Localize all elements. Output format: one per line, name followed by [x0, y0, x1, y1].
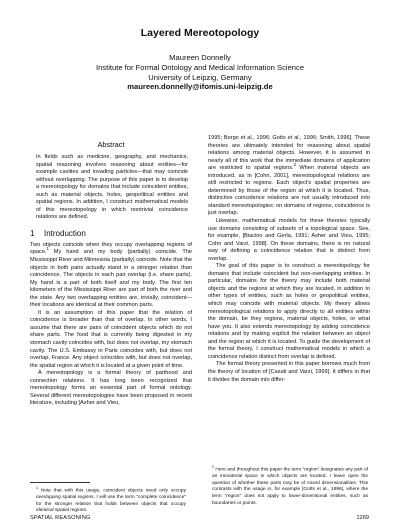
footer-section-name: SPATIAL REASONING	[30, 515, 91, 521]
left-column	[30, 135, 192, 408]
right-paragraph-2: Likewise, mathematical models for these theories typically use domains consisting of subsets of a topological space. See, for example, [Biacino and Gerla, 1991; Asher and Vieu, 1995; Cohn and Varzi, 1998]. On these domains, there is no natural way of defining a coincidence relation that is distinct from overlap.	[208, 218, 370, 262]
author-university: University of Leipzig, Germany	[148, 72, 252, 82]
right-paragraph-4: The formal theory presented in this paper borrows much from the theory of location of [Casati and Varzi, 1999]. It differs in that it divides the domain into differ-	[208, 361, 370, 383]
footnote-ref-2: 2	[293, 162, 296, 168]
footnote-divider	[30, 482, 90, 483]
author-name: Maureen Donnelly	[169, 53, 231, 62]
section-number: 1	[30, 228, 35, 238]
footnote-2: $^2$ Here and throughout this paper the term "region" designates any part of an immaterial space in which objects are located. I leave open the question of whether these parts may be of mixed dimensionalities. This contrasts with the usage in, for example [Gotts et al., 1996], where the term "region" does not apply to lower-dimensional entities, such as boundaries or points.	[212, 465, 369, 506]
right-paragraph-1: 1995; Borgo et al., 1996; Gotts et al., 1996; Smith, 1996]. These theories are ultimately intended for reasoning about spatial relations among material objects. However, it is assumed in nearly all of this work that the immediate domains of application are restricted to spatial regions.$^2$ When material objects are introduced, as in [Cohn, 2001], mereotopological relations are still restricted to regions. Each object's spatial properties are determined by those of the region at which it is located. Thus, distinctive coincidence relations are not usually introduced into standard mereotopologies: on domains of regions, coincidence is just overlap.	[208, 135, 370, 217]
page-number: 1269	[356, 515, 369, 521]
right-paragraph-3: The goal of this paper is to construct a mereotopology for domains that include coincident but non-overlapping entities. In particular, domains for the theory may include both material objects and the regions at which they are located, in addition to other types of entities, such as holes or geopolitical entities, which may coincide with material objects. My theory allows mereotopological relations to apply directly to all entities within the domain, be they regions, material objects, holes, or what have you. It also extends mereotopology by adding coincidence relations and by making explicit the relation between an object and the region at which it is located. To guide the development of the formal theory, I construct mathematical models in which a coincidence relation distinct from overlap is defined.	[208, 263, 370, 360]
author-affiliation: Institute for Formal Ontology and Medical Information Science	[95, 62, 305, 72]
footnote-ref-1: 1	[46, 246, 49, 252]
section-title: Introduction	[44, 228, 86, 238]
author-block	[0, 53, 400, 92]
footnote-1: $^1$ Note that with this usage, coincident objects need only occupy overlapping spatial regions. I will use the term "complete coincidence" for the stronger relation that holds between objects that occupy identical spatial regions.	[36, 486, 186, 514]
intro-paragraph-1: Two objects coincide when they occupy overlapping regions of space.$^1$ My hand and my body (partially) coincide. The Mississippi River and Minnesota (partially) coincide. Note that the objects in both pairs actually stand in a stronger relation than coincidence. The objects in each pair overlap (i.e. share parts). My hand is a part of both itself and my body. The first ten kilometers of the Mississippi River are part of both the river and the state. Any two overlapping entities are, trivially, coincident—their locations are identical at their common parts.	[30, 241, 192, 309]
abstract-heading: Abstract	[97, 140, 125, 149]
paper-title: Layered Mereotopology	[140, 27, 260, 39]
intro-paragraph-3: A mereotopology is a formal theory of parthood and connection relations. It has long been recognized that mereotopology forms an essential part of formal ontology. Several different mereotopologies have been proposed in recent literature, including [Asher and Vieu,	[30, 370, 192, 407]
right-column	[208, 135, 370, 384]
abstract-text: In fields such as medicine, geography, and mechanics, spatial reasoning involves reasoning about entities—for example cavities and invading particles—that may coincide without overlapping. The purpose of this paper is to develop a mereotopology for domains that include coincident entities, such as material objects, holes, geopolitical entities and spatial regions. In addition, I construct mathematical models of this mereotopology in which nontrivial coincidence relations are defined.	[36, 154, 188, 221]
intro-paragraph-2: It is an assumption of this paper that the relation of coincidence is broader than that of overlap. In other words, I assume that there are pairs of coincident objects which do not share parts. The food that is currently being digested in my stomach cavity coincides with, but does not overlap, my stomach cavity. The U.S. Embassy in Paris coincides with, but does not overlap, France. Any object coincides with, but does not overlap, the spatial region at which it is located at a given point of time.	[30, 309, 192, 369]
author-email: maureen.donnelly@ifomis.uni-leipzig.de	[127, 82, 273, 92]
section-heading	[30, 229, 192, 239]
